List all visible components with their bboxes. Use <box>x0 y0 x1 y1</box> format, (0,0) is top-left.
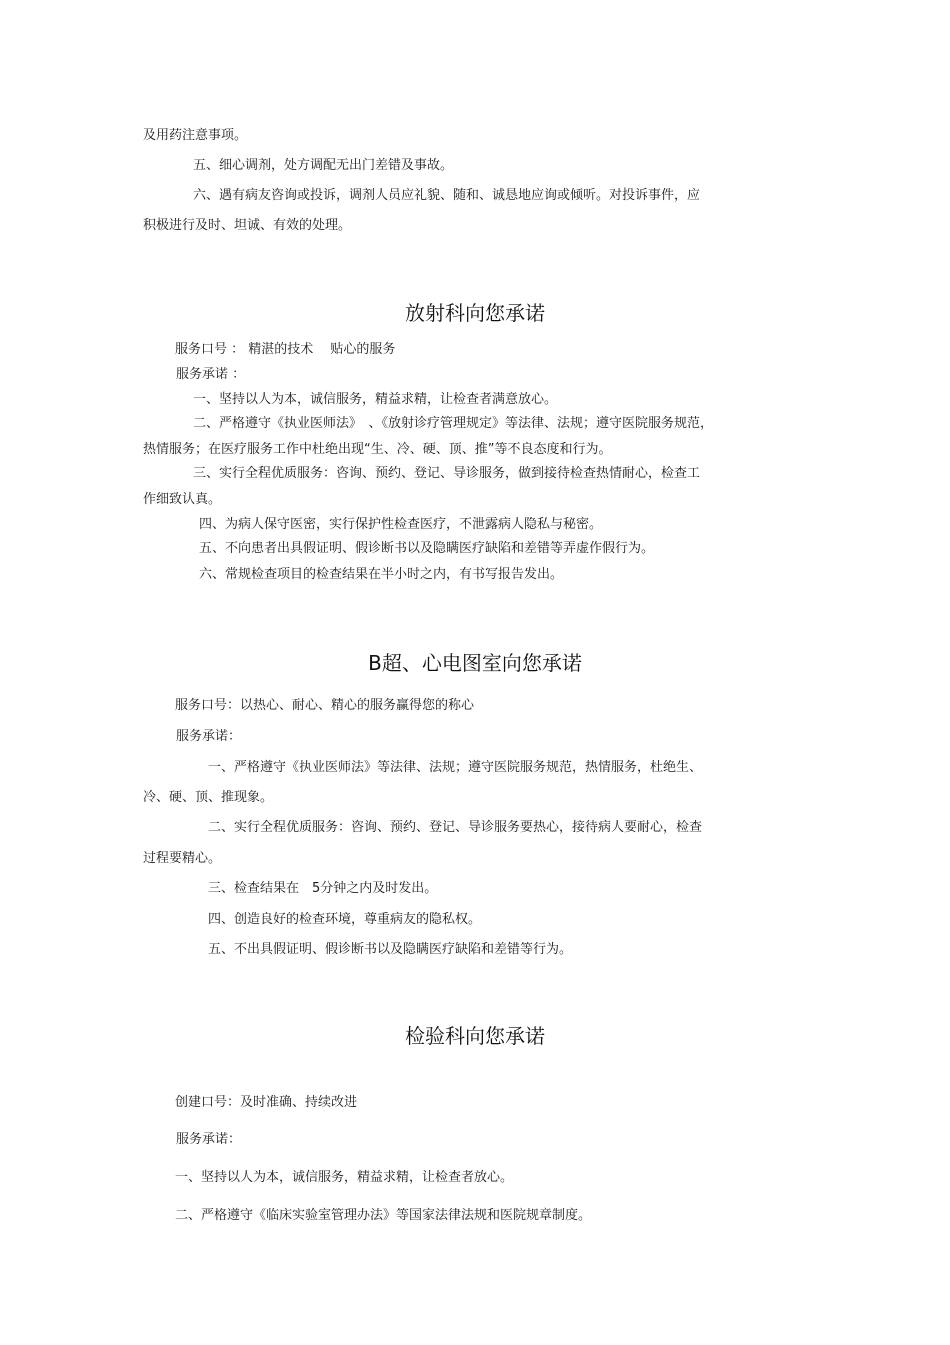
body-text-line: 及用药注意事项。 <box>143 128 248 143</box>
commitment-item: 一、坚持以人为本，诚信服务，精益求精，让检查者放心。 <box>175 1170 514 1185</box>
commitment-item: 五、不向患者出具假证明、假诊断书以及隐瞒医疗缺陷和差错等弄虚作假行为。 <box>199 541 655 556</box>
commitment-item: 作细致认真。 <box>143 492 222 507</box>
service-slogan: 服务口号 ： 精湛的技术 贴心的服务 <box>175 342 396 357</box>
body-text-line: 五、细心调剂，处方调配无出门差错及事故。 <box>193 158 454 173</box>
commitment-item: 热情服务；在医疗服务工作中杜绝出现“生、冷、硬、顶、推”等不良态度和行为。 <box>143 442 612 457</box>
commitment-item: 过程要精心。 <box>143 851 222 866</box>
section-title-laboratory: 检验科向您承诺 <box>405 1024 545 1048</box>
body-text-line: 积极进行及时、坦诚、有效的处理。 <box>143 218 352 233</box>
commitment-item: 五、不出具假证明、假诊断书以及隐瞒医疗缺陷和差错等行为。 <box>208 942 573 957</box>
commitment-item: 一、坚持以人为本，诚信服务，精益求精，让检查者满意放心。 <box>193 392 558 407</box>
commitment-item: 三、实行全程优质服务：咨询、预约、登记、导诊服务，做到接待检查热情耐心，检查工 <box>193 466 701 481</box>
section-title-radiology: 放射科向您承诺 <box>405 301 545 325</box>
service-commitment-label: 服务承诺： <box>176 1132 242 1147</box>
commitment-item: 二、严格遵守《临床实验室管理办法》等国家法律法规和医院规章制度。 <box>175 1208 592 1223</box>
commitment-item: 二、严格遵守《执业医师法》 、《放射诊疗管理规定》等法律、法规；遵守医院服务规范， <box>193 416 714 431</box>
commitment-item: 三、检查结果在 5分钟之内及时发出。 <box>208 881 438 896</box>
commitment-item: 冷、硬、顶、推现象。 <box>143 790 274 805</box>
commitment-item: 二、实行全程优质服务：咨询、预约、登记、导诊服务要热心，接待病人要耐心，检查 <box>208 820 703 835</box>
body-text-line: 六、遇有病友咨询或投诉，调剂人员应礼貌、随和、诚恳地应询或倾听。对投诉事件，应 <box>193 188 701 203</box>
section-title-ultrasound-ecg: B超、心电图室向您承诺 <box>368 651 582 675</box>
commitment-item: 四、创造良好的检查环境，尊重病友的隐私权。 <box>208 912 482 927</box>
service-slogan: 服务口号：以热心、耐心、精心的服务赢得您的称心 <box>175 698 475 713</box>
service-slogan: 创建口号：及时准确、持续改进 <box>175 1095 358 1110</box>
commitment-item: 一、严格遵守《执业医师法》等法律、法规；遵守医院服务规范，热情服务，杜绝生、 <box>208 760 703 775</box>
service-commitment-label: 服务承诺： <box>176 729 242 744</box>
commitment-item: 六、常规检查项目的检查结果在半小时之内，有书写报告发出。 <box>199 567 564 582</box>
service-commitment-label: 服务承诺 ： <box>176 367 246 382</box>
commitment-item: 四、为病人保守医密，实行保护性检查医疗，不泄露病人隐私与秘密。 <box>199 517 603 532</box>
